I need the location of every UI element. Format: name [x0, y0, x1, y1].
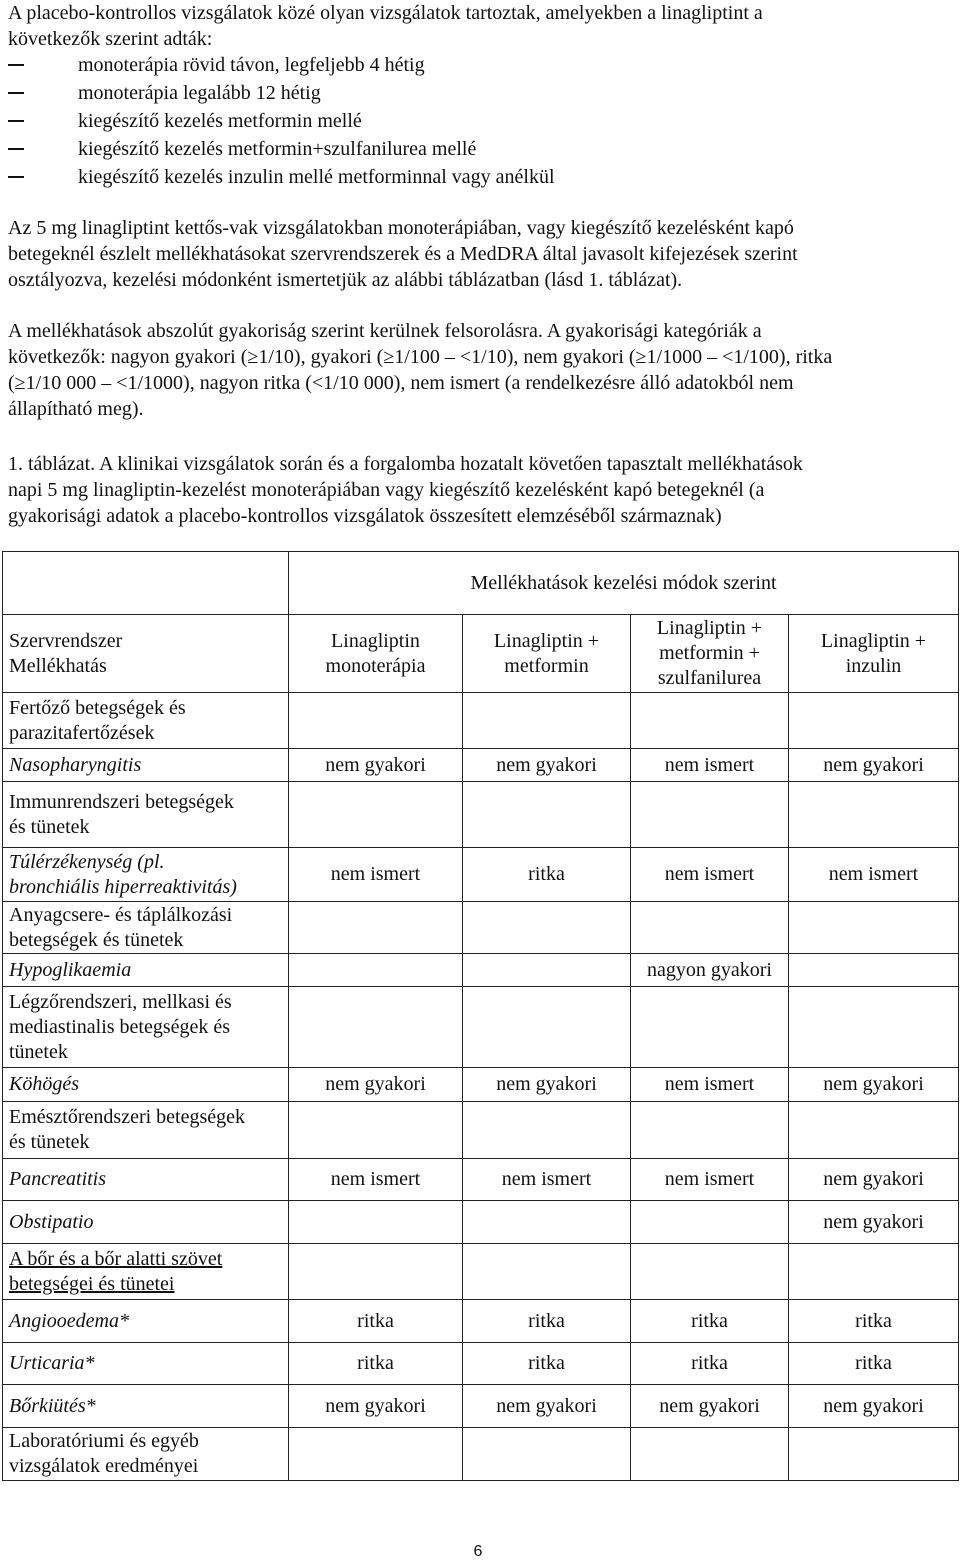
frequency-paragraph: [8, 318, 956, 422]
soc-line: Anyagcsere- és táplálkozási: [9, 903, 233, 926]
bullet-text: monoterápia rövid távon, legfeljebb 4 hétig: [78, 54, 425, 76]
frequency-cell: ritka: [631, 1300, 789, 1343]
table-row: [3, 1343, 959, 1385]
adr-term-cell: Köhögés: [3, 1068, 289, 1102]
soc-line: parazitafertőzések: [9, 721, 155, 744]
empty-cell: [631, 987, 789, 1068]
soc-line: betegségei és tünetei: [9, 1272, 175, 1295]
soc-line: vizsgálatok eredményei: [9, 1455, 199, 1477]
dash-icon: [8, 148, 24, 150]
soc-line: tünetek: [9, 1040, 68, 1063]
frequency-cell: nem ismert: [289, 1159, 463, 1201]
frequency-cell: nem gyakori: [289, 1385, 463, 1428]
empty-cell: [789, 1244, 959, 1300]
intro-paragraph: [8, 0, 956, 52]
frequency-cell: nem ismert: [463, 1159, 631, 1201]
empty-cell: [463, 1102, 631, 1159]
adverse-reactions-table: [2, 551, 959, 1481]
header-line: Linagliptin: [331, 629, 420, 652]
column-header-treatment: [631, 615, 789, 693]
treatment-group-header: Mellékhatások kezelési módok szerint: [289, 552, 959, 615]
empty-cell: [789, 1102, 959, 1159]
soc-cell: [3, 1244, 289, 1300]
soc-cell: [3, 693, 289, 749]
frequency-cell: ritka: [789, 1343, 959, 1385]
frequency-cell: nagyon gyakori: [631, 954, 789, 987]
empty-cell: [463, 782, 631, 848]
table-row: [3, 1159, 959, 1201]
adr-term-cell: Hypoglikaemia: [3, 954, 289, 987]
header-line: szulfanilurea: [657, 667, 762, 689]
adr-term-cell: Urticaria*: [3, 1343, 289, 1385]
table-row-soc: [3, 987, 959, 1068]
frequency-cell: [789, 954, 959, 987]
dash-icon: [8, 120, 24, 122]
frequency-cell: nem gyakori: [289, 749, 463, 782]
empty-cell: [631, 1244, 789, 1300]
table-row: [3, 1300, 959, 1343]
empty-cell: [789, 1428, 959, 1481]
frequency-cell: nem ismert: [631, 749, 789, 782]
caption-line: napi 5 mg linagliptin-kezelést monoterápiában vagy kiegészítő kezelésként kapó betegeknél (a: [8, 479, 765, 501]
empty-cell: [463, 1244, 631, 1300]
frequency-cell: nem gyakori: [789, 1201, 959, 1244]
empty-cell: [631, 902, 789, 954]
table-caption: [8, 451, 956, 529]
empty-cell: [463, 902, 631, 954]
adr-term-cell: Angiooedema*: [3, 1300, 289, 1343]
bullet-text: monoterápia legalább 12 hétig: [78, 82, 321, 104]
table-row: [3, 1385, 959, 1428]
frequency-cell: ritka: [463, 1300, 631, 1343]
soc-line: Fertőző betegségek és: [9, 696, 186, 719]
frequency-cell: nem gyakori: [789, 1068, 959, 1102]
frequency-cell: nem ismert: [631, 848, 789, 902]
table-row-soc: [3, 902, 959, 954]
intro-line: A placebo-kontrollos vizsgálatok közé olyan vizsgálatok tartoztak, amelyekben a linagliptint a: [8, 2, 763, 24]
soc-line: Immunrendszeri betegségek: [9, 790, 234, 813]
intro-line: következők szerint adták:: [8, 28, 213, 50]
empty-cell: [289, 693, 463, 749]
empty-cell: [789, 782, 959, 848]
column-header-soc: [3, 615, 289, 693]
frequency-cell: nem gyakori: [789, 1385, 959, 1428]
empty-cell: [289, 1102, 463, 1159]
column-header-treatment: [463, 615, 631, 693]
frequency-cell: nem gyakori: [631, 1385, 789, 1428]
header-line: Linagliptin +: [656, 617, 763, 639]
soc-cell: [3, 987, 289, 1068]
soc-cell: [3, 782, 289, 848]
table-group-header-row: [3, 552, 959, 615]
empty-cell: [463, 693, 631, 749]
frequency-cell: nem gyakori: [463, 1385, 631, 1428]
table-row: [3, 954, 959, 987]
empty-cell: [289, 782, 463, 848]
frequency-cell: nem ismert: [631, 1068, 789, 1102]
frequency-cell: nem ismert: [631, 1159, 789, 1201]
adr-line: bronchiális hiperreaktivitás): [9, 875, 237, 898]
empty-cell: [789, 902, 959, 954]
table-corner-cell: [3, 552, 289, 615]
frequency-cell: ritka: [289, 1300, 463, 1343]
caption-line: gyakorisági adatok a placebo-kontrollos vizsgálatok összesített elemzéséből származnak): [8, 505, 722, 527]
header-line: metformin +: [659, 642, 760, 664]
frequency-cell: [631, 1201, 789, 1244]
empty-cell: [463, 987, 631, 1068]
empty-cell: [463, 1428, 631, 1481]
page-number: 6: [473, 1543, 483, 1560]
frequency-cell: [463, 1201, 631, 1244]
adr-term-cell: Nasopharyngitis: [3, 749, 289, 782]
soc-cell: [3, 1102, 289, 1159]
paragraph-line: osztályozva, kezelési módonként ismertetjük az alábbi táblázatban (lásd 1. táblázat).: [8, 269, 683, 291]
soc-line: Laboratóriumi és egyéb: [9, 1430, 199, 1452]
classification-paragraph: [8, 215, 956, 293]
paragraph-line: következők: nagyon gyakori (≥1/10), gyakori (≥1/100 – <1/10), nem gyakori (≥1/1000 – <1/100), ritka: [8, 346, 833, 368]
dash-icon: [8, 92, 24, 94]
soc-cell: [3, 902, 289, 954]
empty-cell: [631, 782, 789, 848]
paragraph-line: betegeknél észlelt mellékhatásokat szervrendszerek és a MedDRA által javasolt kifejezések szerint: [8, 243, 798, 265]
empty-cell: [789, 693, 959, 749]
empty-cell: [289, 1244, 463, 1300]
dash-icon: [8, 64, 24, 66]
header-line: Linagliptin +: [493, 629, 600, 652]
table-row-soc: [3, 782, 959, 848]
table-row: [3, 1068, 959, 1102]
paragraph-line: állapítható meg).: [8, 398, 144, 420]
caption-line: 1. táblázat. A klinikai vizsgálatok során és a forgalomba hozatalt követően tapasztalt mellékhatások: [8, 453, 803, 475]
soc-cell: [3, 1428, 289, 1481]
frequency-cell: [289, 954, 463, 987]
bullet-text: kiegészítő kezelés metformin mellé: [78, 110, 362, 132]
empty-cell: [789, 987, 959, 1068]
frequency-cell: [289, 1201, 463, 1244]
soc-line: és tünetek: [9, 1131, 90, 1153]
frequency-cell: ritka: [463, 1343, 631, 1385]
frequency-cell: nem gyakori: [789, 1159, 959, 1201]
soc-line: és tünetek: [9, 815, 90, 838]
bullet-text: kiegészítő kezelés inzulin mellé metforminnal vagy anélkül: [78, 166, 555, 188]
adr-term-cell: [3, 848, 289, 902]
header-line: Szervrendszer: [9, 629, 123, 652]
empty-cell: [289, 1428, 463, 1481]
adr-term-cell: Pancreatitis: [3, 1159, 289, 1201]
table-row: [3, 1201, 959, 1244]
frequency-cell: nem gyakori: [289, 1068, 463, 1102]
adr-term-cell: Obstipatio: [3, 1201, 289, 1244]
empty-cell: [289, 902, 463, 954]
adr-line: Túlérzékenység (pl.: [9, 850, 165, 873]
frequency-cell: nem gyakori: [463, 1068, 631, 1102]
table-row: [3, 749, 959, 782]
frequency-cell: ritka: [289, 1343, 463, 1385]
column-header-treatment: [789, 615, 959, 693]
table-row: [3, 848, 959, 902]
header-line: monoterápia: [325, 654, 426, 677]
header-line: Linagliptin +: [820, 629, 927, 652]
soc-line: Légzőrendszeri, mellkasi és: [9, 990, 232, 1013]
frequency-cell: nem gyakori: [463, 749, 631, 782]
frequency-cell: ritka: [631, 1343, 789, 1385]
frequency-cell: nem gyakori: [789, 749, 959, 782]
table-row-soc: [3, 1428, 959, 1481]
empty-cell: [631, 1102, 789, 1159]
table-row-soc: [3, 1244, 959, 1300]
table-row-soc: [3, 1102, 959, 1159]
table-row-soc: [3, 693, 959, 749]
header-line: metformin: [504, 654, 589, 677]
frequency-cell: [463, 954, 631, 987]
frequency-cell: nem ismert: [789, 848, 959, 902]
frequency-cell: ritka: [463, 848, 631, 902]
paragraph-line: (≥1/10 000 – <1/1000), nagyon ritka (<1/10 000), nem ismert (a rendelkezésre álló adatokból nem: [8, 372, 794, 394]
frequency-cell: ritka: [789, 1300, 959, 1343]
header-line: Mellékhatás: [9, 654, 107, 677]
paragraph-line: Az 5 mg linagliptint kettős-vak vizsgálatokban monoterápiában, vagy kiegészítő kezelésként kapó: [8, 217, 794, 239]
soc-line: Emésztőrendszeri betegségek: [9, 1106, 246, 1128]
column-header-treatment: [289, 615, 463, 693]
adr-term-cell: Bőrkiütés*: [3, 1385, 289, 1428]
dash-icon: [8, 176, 24, 178]
table-header-row: [3, 615, 959, 693]
soc-line: betegségek és tünetek: [9, 928, 184, 951]
empty-cell: [631, 693, 789, 749]
frequency-cell: nem ismert: [289, 848, 463, 902]
paragraph-line: A mellékhatások abszolút gyakoriság szerint kerülnek felsorolásra. A gyakorisági kategóriák a: [8, 320, 762, 342]
empty-cell: [289, 987, 463, 1068]
empty-cell: [631, 1428, 789, 1481]
soc-line: A bőr és a bőr alatti szövet: [9, 1247, 223, 1270]
header-line: inzulin: [845, 654, 902, 677]
bullet-text: kiegészítő kezelés metformin+szulfanilurea mellé: [78, 138, 477, 160]
soc-line: mediastinalis betegségek és: [9, 1015, 231, 1038]
